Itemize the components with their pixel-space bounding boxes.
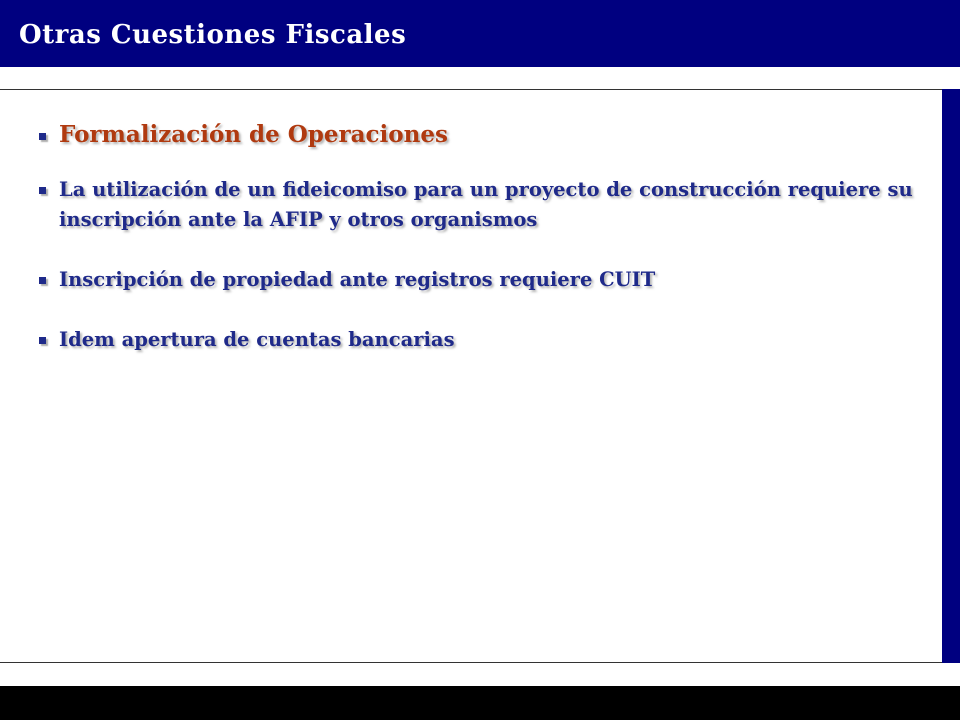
square-bullet-icon — [39, 337, 46, 344]
bullet-heading-text: Formalización de Operaciones — [59, 121, 448, 148]
slide-title: Otras Cuestiones Fiscales — [19, 20, 407, 50]
bullet-item-text: Inscripción de propiedad ante registros requiere CUIT — [59, 268, 656, 291]
right-accent-bar — [942, 89, 960, 663]
top-divider — [0, 89, 942, 90]
bottom-divider — [0, 662, 942, 663]
bullet-item — [39, 175, 929, 235]
bullet-item — [39, 265, 929, 295]
bullet-heading — [39, 120, 929, 150]
bullet-item-text: Idem apertura de cuentas bancarias — [59, 328, 455, 351]
title-bar — [0, 0, 960, 67]
bullet-item — [39, 325, 929, 355]
bullet-list — [39, 120, 929, 385]
square-bullet-icon — [39, 277, 46, 284]
square-bullet-icon — [39, 187, 46, 194]
square-bullet-icon — [39, 133, 46, 140]
bullet-item-text: La utilización de un fideicomiso para un proyecto de construcción requiere su inscripción ante la AFIP y otros organismos — [59, 178, 913, 231]
footer-bar — [0, 686, 960, 720]
